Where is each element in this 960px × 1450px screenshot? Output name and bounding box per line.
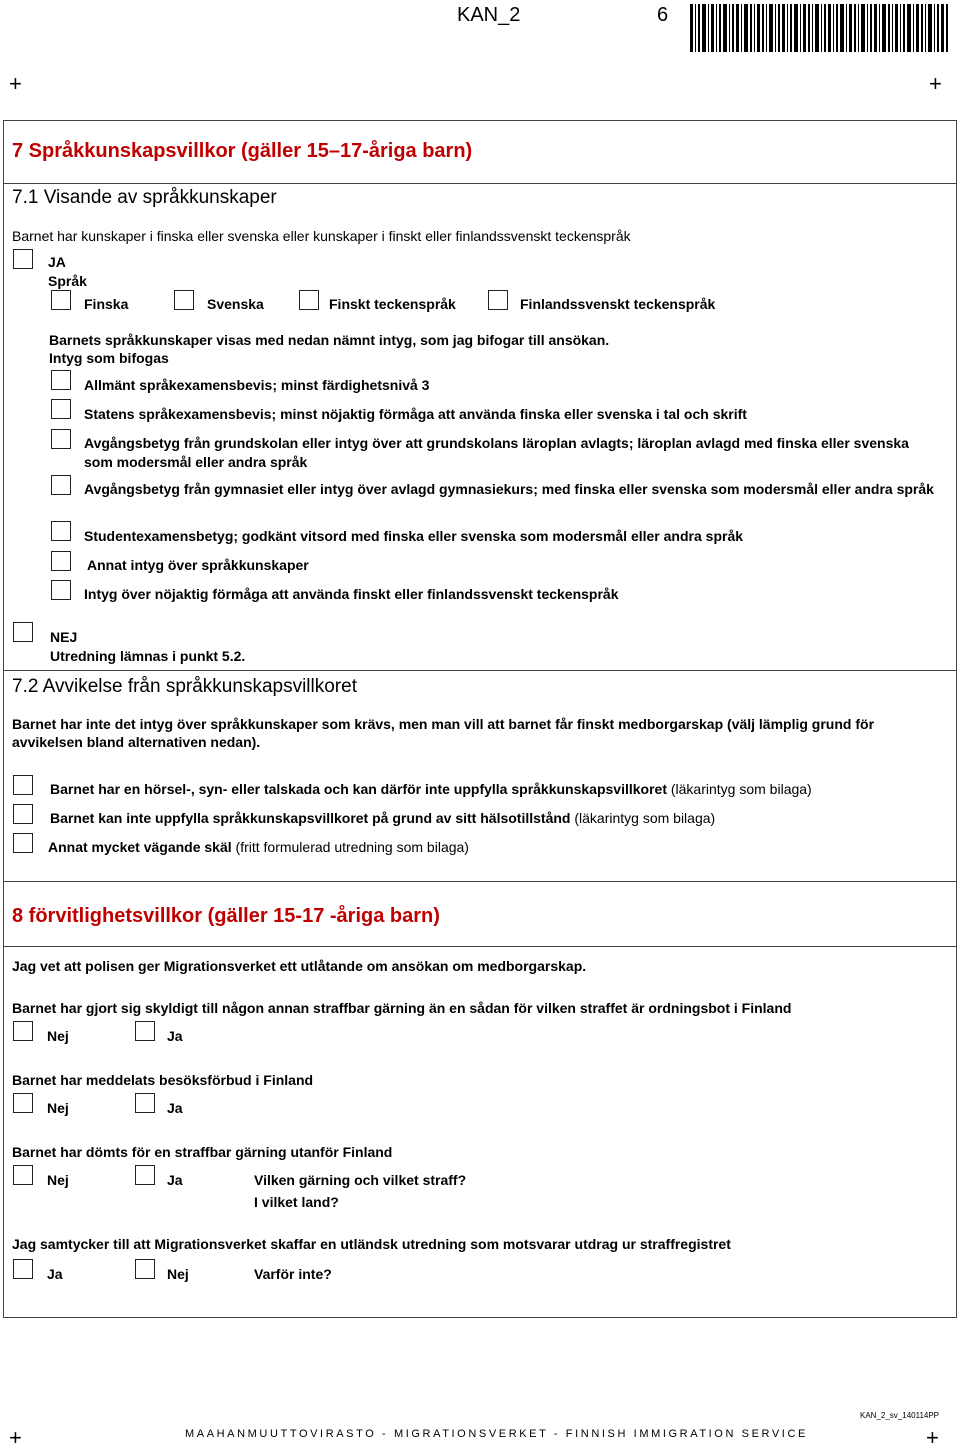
finska-label: Finska bbox=[84, 296, 129, 312]
restraining-no-label: Nej bbox=[47, 1100, 69, 1116]
no-note: Utredning lämnas i punkt 5.2. bbox=[50, 648, 246, 664]
section8-title: 8 förvitlighetsvillkor (gäller 15-17 -åriga barn) bbox=[12, 905, 440, 927]
question-restraining-order: Barnet har meddelats besöksförbud i Finland bbox=[12, 1072, 314, 1088]
restraining-yes-label: Ja bbox=[167, 1100, 183, 1116]
consent-reason-prompt: Varför inte? bbox=[254, 1266, 332, 1282]
police-notice: Jag vet att polisen ger Migrationsverket ett utlåtande om ansökan om medborgarskap. bbox=[12, 958, 587, 974]
deviation-option-main: Barnet kan inte uppfylla språkkunskapsvillkoret på grund av sitt hälsotillstånd bbox=[50, 810, 571, 826]
finska-checkbox[interactable] bbox=[51, 290, 71, 310]
registration-mark: + bbox=[929, 71, 942, 96]
certificate-checkbox[interactable] bbox=[51, 521, 71, 541]
proof-text: Barnets språkkunskaper visas med nedan nämnt intyg, som jag bifogar till ansökan. bbox=[49, 332, 610, 348]
deviation-option bbox=[48, 839, 469, 855]
deviation-option-note: (läkarintyg som bilaga) bbox=[666, 781, 812, 797]
no-label: NEJ bbox=[50, 629, 78, 645]
finlandssvenskt-teckensprak-label: Finlandssvenskt teckenspråk bbox=[520, 296, 716, 312]
deviation-checkbox[interactable] bbox=[13, 775, 33, 795]
barcode bbox=[690, 4, 948, 52]
section71-intro: Barnet har kunskaper i finska eller svenska eller kunskaper i finskt eller finlandssvenskt teckenspråk bbox=[12, 228, 631, 244]
restraining-no-checkbox[interactable] bbox=[13, 1093, 33, 1113]
language-label: Språk bbox=[48, 273, 87, 289]
finskt-teckensprak-label: Finskt teckenspråk bbox=[329, 296, 456, 312]
certificates-label: Intyg som bifogas bbox=[49, 350, 169, 366]
deviation-option-main: Barnet har en hörsel-, syn- eller talskada och kan därför inte uppfylla språkkunskapsvillkoret bbox=[50, 781, 667, 797]
registration-mark: + bbox=[9, 71, 22, 96]
deviation-checkbox[interactable] bbox=[13, 804, 33, 824]
consent-yes-label: Ja bbox=[47, 1266, 63, 1282]
question-convicted-abroad: Barnet har dömts för en straffbar gärning utanför Finland bbox=[12, 1144, 393, 1160]
certificate-checkbox[interactable] bbox=[51, 551, 71, 571]
certificate-checkbox[interactable] bbox=[51, 475, 71, 495]
deviation-option-note: (läkarintyg som bilaga) bbox=[570, 810, 716, 826]
consent-no-checkbox[interactable] bbox=[135, 1259, 155, 1279]
offense-yes-checkbox[interactable] bbox=[135, 1021, 155, 1041]
offense-no-label: Nej bbox=[47, 1028, 69, 1044]
yes-checkbox[interactable] bbox=[13, 249, 33, 269]
section71-title: 7.1 Visande av språkkunskaper bbox=[12, 187, 277, 208]
convicted-country-prompt: I vilket land? bbox=[254, 1194, 339, 1210]
deviation-option bbox=[50, 781, 812, 797]
convicted-no-checkbox[interactable] bbox=[13, 1165, 33, 1185]
footer-code: KAN_2_sv_140114PP bbox=[860, 1411, 940, 1420]
certificate-label: Avgångsbetyg från grundskolan eller intyg över att grundskolans läroplan avlagts; läroplan avlagd med finska eller svenska som modersmål eller andra språk bbox=[84, 435, 909, 470]
consent-yes-checkbox[interactable] bbox=[13, 1259, 33, 1279]
finskt-teckensprak-checkbox[interactable] bbox=[299, 290, 319, 310]
certificate-label: Studentexamensbetyg; godkänt vitsord med finska eller svenska som modersmål eller andra språk bbox=[84, 528, 744, 544]
convicted-yes-label: Ja bbox=[167, 1172, 183, 1188]
offense-yes-label: Ja bbox=[167, 1028, 183, 1044]
no-checkbox[interactable] bbox=[13, 622, 33, 642]
restraining-yes-checkbox[interactable] bbox=[135, 1093, 155, 1113]
certificate-label: Intyg över nöjaktig förmåga att använda finskt eller finlandssvenskt teckenspråk bbox=[84, 586, 619, 602]
section72-intro: Barnet har inte det intyg över språkkunskaper som krävs, men man vill att barnet får finskt medborgarskap (välj lämplig grund för avvikelsen bland alternativen nedan). bbox=[12, 716, 875, 750]
convicted-offense-prompt: Vilken gärning och vilket straff? bbox=[254, 1172, 467, 1188]
registration-mark: + bbox=[926, 1425, 939, 1450]
question-offense: Barnet har gjort sig skyldigt till någon annan straffbar gärning än en sådan för vilken straffet är ordningsbot i Finland bbox=[12, 1000, 792, 1016]
certificate-checkbox[interactable] bbox=[51, 370, 71, 390]
svenska-checkbox[interactable] bbox=[174, 290, 194, 310]
certificate-checkbox[interactable] bbox=[51, 580, 71, 600]
consent-no-label: Nej bbox=[167, 1266, 189, 1282]
question-consent: Jag samtycker till att Migrationsverket skaffar en utländsk utredning som motsvarar utdrag ur straffregistret bbox=[12, 1236, 731, 1252]
page-number: 6 bbox=[657, 4, 669, 26]
footer-agency: MAAHANMUUTTOVIRASTO - MIGRATIONSVERKET - FINNISH IMMIGRATION SERVICE bbox=[185, 1428, 808, 1440]
certificate-checkbox[interactable] bbox=[51, 399, 71, 419]
offense-no-checkbox[interactable] bbox=[13, 1021, 33, 1041]
form-code: KAN_2 bbox=[457, 4, 521, 26]
svenska-label: Svenska bbox=[207, 296, 264, 312]
convicted-no-label: Nej bbox=[47, 1172, 69, 1188]
deviation-checkbox[interactable] bbox=[13, 833, 33, 853]
convicted-yes-checkbox[interactable] bbox=[135, 1165, 155, 1185]
deviation-option-note: (fritt formulerad utredning som bilaga) bbox=[231, 839, 469, 855]
yes-label: JA bbox=[48, 254, 66, 270]
certificate-label: Statens språkexamensbevis; minst nöjaktig förmåga att använda finska eller svenska i tal och skrift bbox=[84, 406, 747, 422]
deviation-option-main: Annat mycket vägande skäl bbox=[48, 839, 232, 855]
certificate-label: Avgångsbetyg från gymnasiet eller intyg över avlagd gymnasiekurs; med finska eller svenska som modersmål eller andra språk bbox=[84, 481, 934, 497]
certificate-label: Allmänt språkexamensbevis; minst färdighetsnivå 3 bbox=[84, 377, 430, 393]
certificate-checkbox[interactable] bbox=[51, 429, 71, 449]
finlandssvenskt-teckensprak-checkbox[interactable] bbox=[488, 290, 508, 310]
registration-mark: + bbox=[9, 1425, 22, 1450]
section7-title: 7 Språkkunskapsvillkor (gäller 15–17-åriga barn) bbox=[12, 140, 473, 162]
section72-title: 7.2 Avvikelse från språkkunskapsvillkoret bbox=[12, 676, 357, 697]
deviation-option bbox=[50, 810, 715, 826]
certificate-label: Annat intyg över språkkunskaper bbox=[87, 557, 309, 573]
